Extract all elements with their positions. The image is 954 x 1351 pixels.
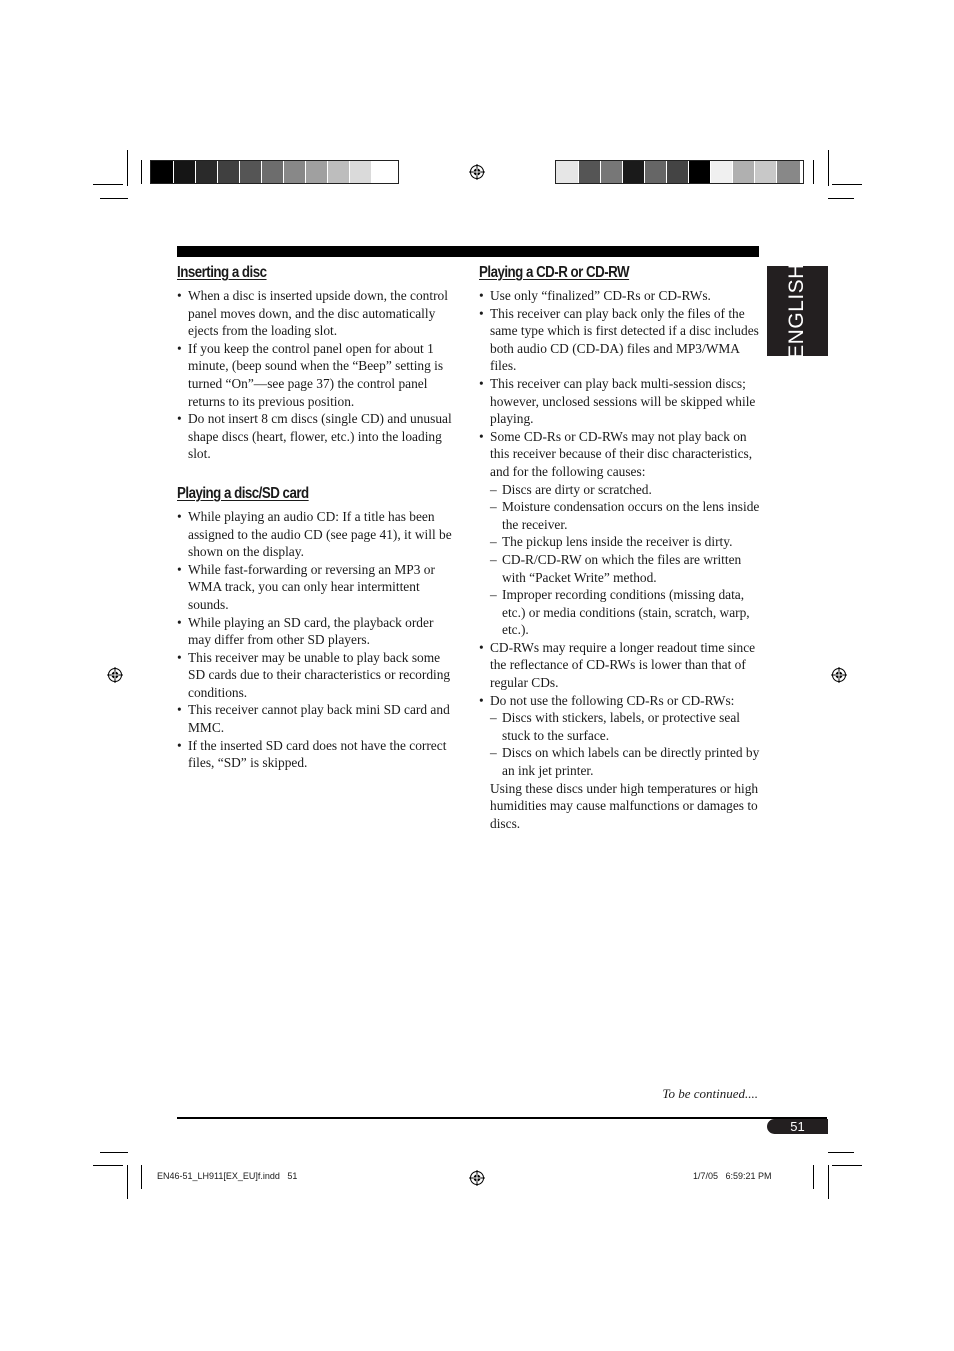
list-item: • While fast-forwarding or reversing an MP3 or WMA track, you can only hear intermittent sounds. <box>177 561 459 614</box>
sub-list-item: – Moisture condensation occurs on the lens inside the receiver. <box>490 498 762 533</box>
sub-list-item: – The pickup lens inside the receiver is dirty. <box>490 533 762 551</box>
list-item: • This receiver can play back multi-session discs; however, unclosed sessions will be skipped while playing. <box>479 375 762 428</box>
sub-list-item: – Improper recording conditions (missing data, etc.) or media conditions (stain, scratch, warp, etc.). <box>490 586 762 639</box>
list-item: • Do not insert 8 cm discs (single CD) and unusual shape discs (heart, flower, etc.) into the loading slot. <box>177 410 459 463</box>
list-item: • If you keep the control panel open for about 1 minute, (beep sound when the “Beep” setting is turned “On”—see page 37) the control panel returns to its previous position. <box>177 340 459 410</box>
gray-calibration-strip-left <box>150 160 399 184</box>
cdr-cdrw-list <box>479 287 762 832</box>
left-column <box>177 262 459 772</box>
list-item: • CD-RWs may require a longer readout time since the reflectance of CD-RWs is lower than that of regular CDs. <box>479 639 762 692</box>
list-item: • If the inserted SD card does not have the correct files, “SD” is skipped. <box>177 737 459 772</box>
sub-list-item: – Discs on which labels can be directly printed by an ink jet printer. <box>490 744 762 779</box>
crop-mark <box>832 184 862 185</box>
crop-mark <box>828 1152 854 1153</box>
gray-calibration-strip-right <box>555 160 804 184</box>
playing-disc-sd-list <box>177 508 459 772</box>
crop-mark <box>828 150 829 186</box>
crop-mark <box>127 1165 128 1199</box>
sub-list-item: – Discs are dirty or scratched. <box>490 481 762 499</box>
registration-mark-icon <box>469 1170 485 1186</box>
to-be-continued: To be continued.... <box>662 1086 758 1101</box>
registration-mark-icon <box>107 667 123 683</box>
crop-mark <box>828 1165 829 1199</box>
crop-mark <box>100 198 128 199</box>
registration-mark-icon <box>469 164 485 180</box>
header-rule <box>177 246 759 257</box>
causes-list <box>490 481 762 639</box>
usage-note: Using these discs under high temperatures or high humidities may cause malfunctions or damages to discs. <box>490 780 759 831</box>
crop-mark <box>127 150 128 186</box>
list-item <box>479 428 762 639</box>
registration-mark-icon <box>831 667 847 683</box>
section-heading-playing-disc-sd: Playing a disc/SD card <box>177 484 309 502</box>
sub-list-item: – Discs with stickers, labels, or protective seal stuck to the surface. <box>490 709 762 744</box>
list-item-text: Some CD-Rs or CD-RWs may not play back on this receiver because of their disc characteristics, and for the following causes: <box>490 428 753 479</box>
crop-mark <box>828 198 854 199</box>
page-number: 51 <box>767 1119 828 1134</box>
footer-rule <box>177 1117 827 1119</box>
list-item: • While playing an SD card, the playback order may differ from other SD players. <box>177 614 459 649</box>
footer-file-info: EN46-51_LH911[EX_EU]f.indd 51 <box>157 1171 298 1181</box>
section-heading-inserting-disc: Inserting a disc <box>177 264 267 281</box>
crop-mark <box>813 160 814 184</box>
section-heading-cdr-cdrw: Playing a CD-R or CD-RW <box>479 264 630 281</box>
inserting-disc-list <box>177 287 459 463</box>
list-item: • When a disc is inserted upside down, the control panel moves down, and the disc automatically ejects from the loading slot. <box>177 287 459 340</box>
crop-mark <box>93 1165 123 1166</box>
crop-mark <box>813 1165 814 1189</box>
list-item: • This receiver cannot play back mini SD card and MMC. <box>177 701 459 736</box>
footer-date-info: 1/7/05 6:59:21 PM <box>693 1171 772 1181</box>
language-tab <box>767 263 828 359</box>
crop-mark <box>832 1165 862 1166</box>
crop-mark <box>93 184 123 185</box>
right-column <box>479 262 762 832</box>
list-item: • While playing an audio CD: If a title has been assigned to the audio CD (see page 41), it will be shown on the display. <box>177 508 459 561</box>
crop-mark <box>100 1152 128 1153</box>
list-item: • Use only “finalized” CD-Rs or CD-RWs. <box>479 287 762 305</box>
language-tab-label: ENGLISH <box>785 263 808 359</box>
list-item: • This receiver can play back only the files of the same type which is first detected if a disc includes both audio CD (CD-DA) files and MP3/WMA files. <box>479 305 762 375</box>
list-item <box>479 692 762 833</box>
list-item-text: Do not use the following CD-Rs or CD-RWs: <box>490 692 735 708</box>
list-item: • This receiver may be unable to play back some SD cards due to their characteristics or recording conditions. <box>177 649 459 702</box>
crop-mark <box>141 1165 142 1189</box>
crop-mark <box>141 160 142 184</box>
avoid-list <box>490 709 762 779</box>
sub-list-item: – CD-R/CD-RW on which the files are written with “Packet Write” method. <box>490 551 762 586</box>
